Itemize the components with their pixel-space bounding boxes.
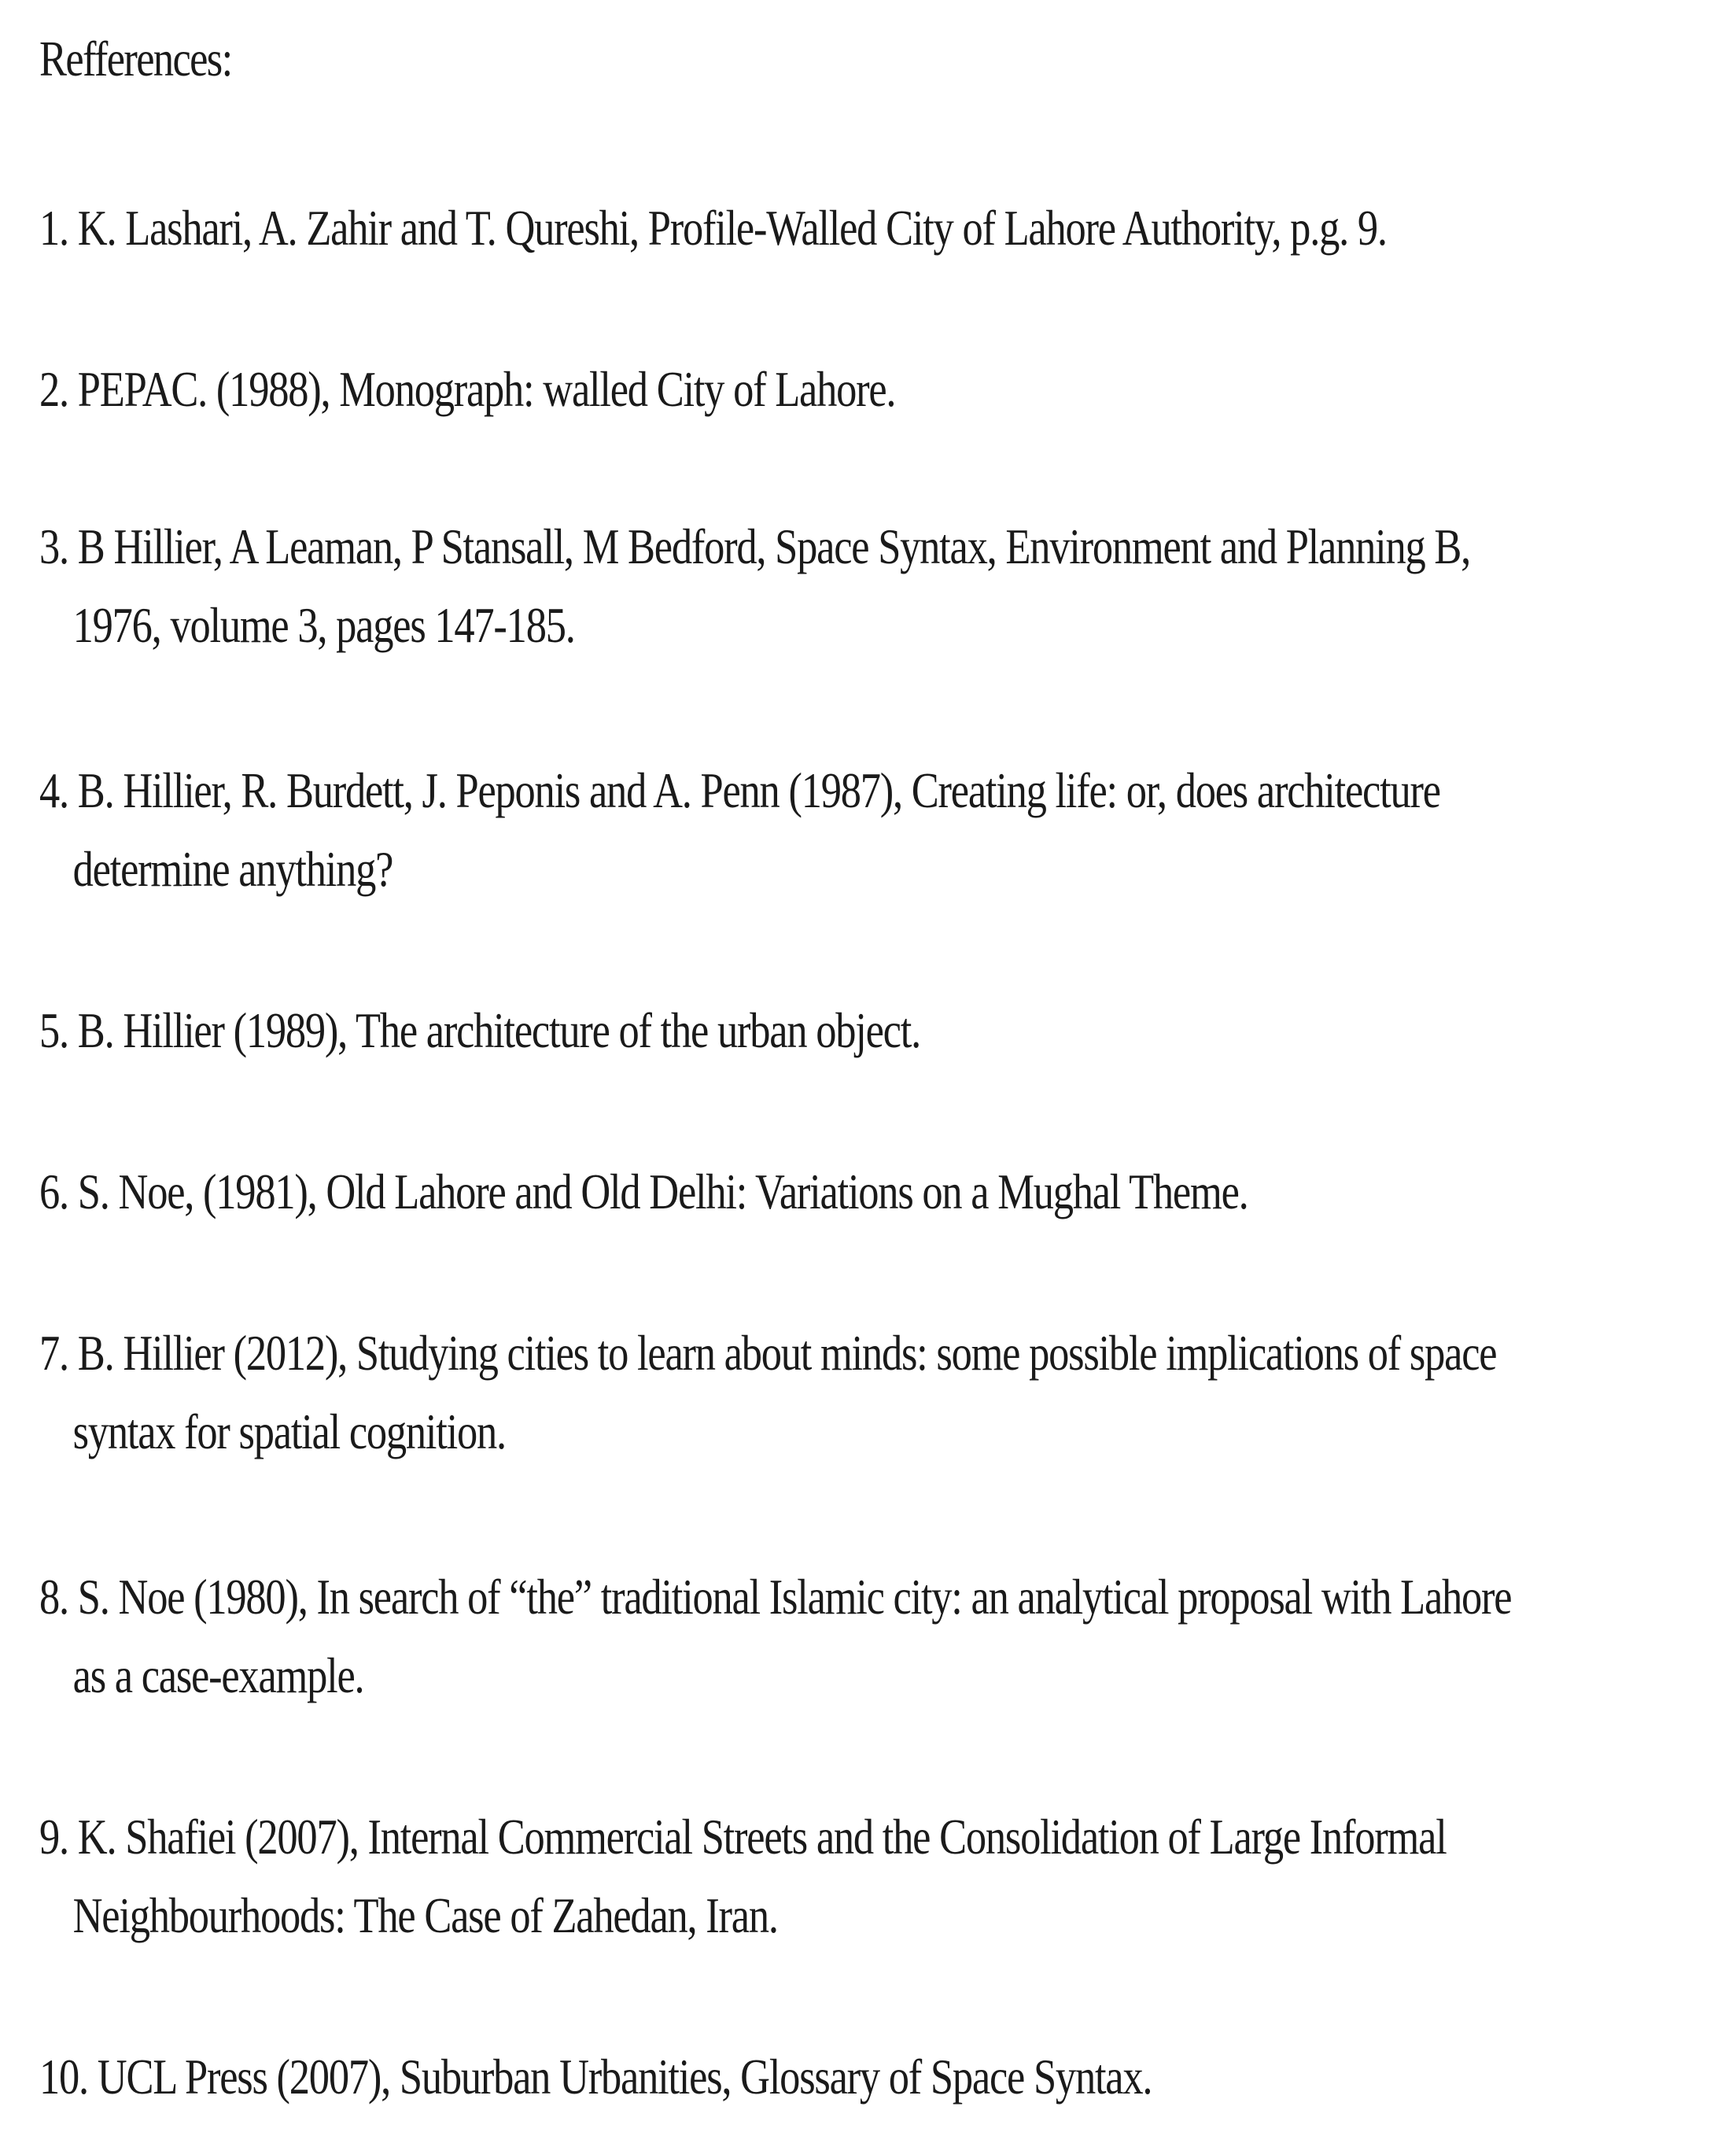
reference-item: [39, 1558, 1575, 1715]
reference-line: 8. S. Noe (1980), In search of “the” traditional Islamic city: an analytical proposal with Lahore: [39, 1569, 1512, 1625]
references-heading: Refferences:: [39, 31, 232, 87]
reference-line-continuation: Neighbourhoods: The Case of Zahedan, Iran.: [72, 1887, 778, 1943]
reference-line: 6. S. Noe, (1981), Old Lahore and Old Delhi: Variations on a Mughal Theme.: [39, 1164, 1248, 1219]
reference-item: [39, 350, 1575, 429]
reference-line-continuation: determine anything?: [72, 841, 393, 897]
reference-item: [39, 507, 1575, 665]
reference-line: 4. B. Hillier, R. Burdett, J. Peponis and A. Penn (1987), Creating life: or, does architecture: [39, 762, 1440, 818]
reference-line-continuation: syntax for spatial cognition.: [72, 1404, 506, 1459]
reference-item: [39, 751, 1575, 909]
reference-item: [39, 991, 1575, 1070]
reference-line: 5. B. Hillier (1989), The architecture of the urban object.: [39, 1002, 920, 1058]
reference-item: [39, 1798, 1575, 1955]
reference-item: [39, 1153, 1575, 1231]
reference-line: 3. B Hillier, A Leaman, P Stansall, M Bedford, Space Syntax, Environment and Planning B,: [39, 518, 1471, 574]
reference-item: [39, 2038, 1575, 2116]
reference-line: 1. K. Lashari, A. Zahir and T. Qureshi, Profile-Walled City of Lahore Authority, p.g. 9.: [39, 200, 1387, 256]
reference-line: 2. PEPAC. (1988), Monograph: walled City of Lahore.: [39, 361, 896, 417]
reference-item: [39, 189, 1575, 267]
reference-line: 7. B. Hillier (2012), Studying cities to learn about minds: some possible implications of space: [39, 1325, 1497, 1381]
reference-line: 10. UCL Press (2007), Suburban Urbanities, Glossary of Space Syntax.: [39, 2049, 1152, 2105]
reference-line-continuation: 1976, volume 3, pages 147-185.: [72, 597, 575, 653]
reference-line: 9. K. Shafiei (2007), Internal Commercial Streets and the Consolidation of Large Informal: [39, 1809, 1447, 1865]
reference-item: [39, 1314, 1575, 1471]
reference-line-continuation: as a case-example.: [72, 1647, 364, 1703]
